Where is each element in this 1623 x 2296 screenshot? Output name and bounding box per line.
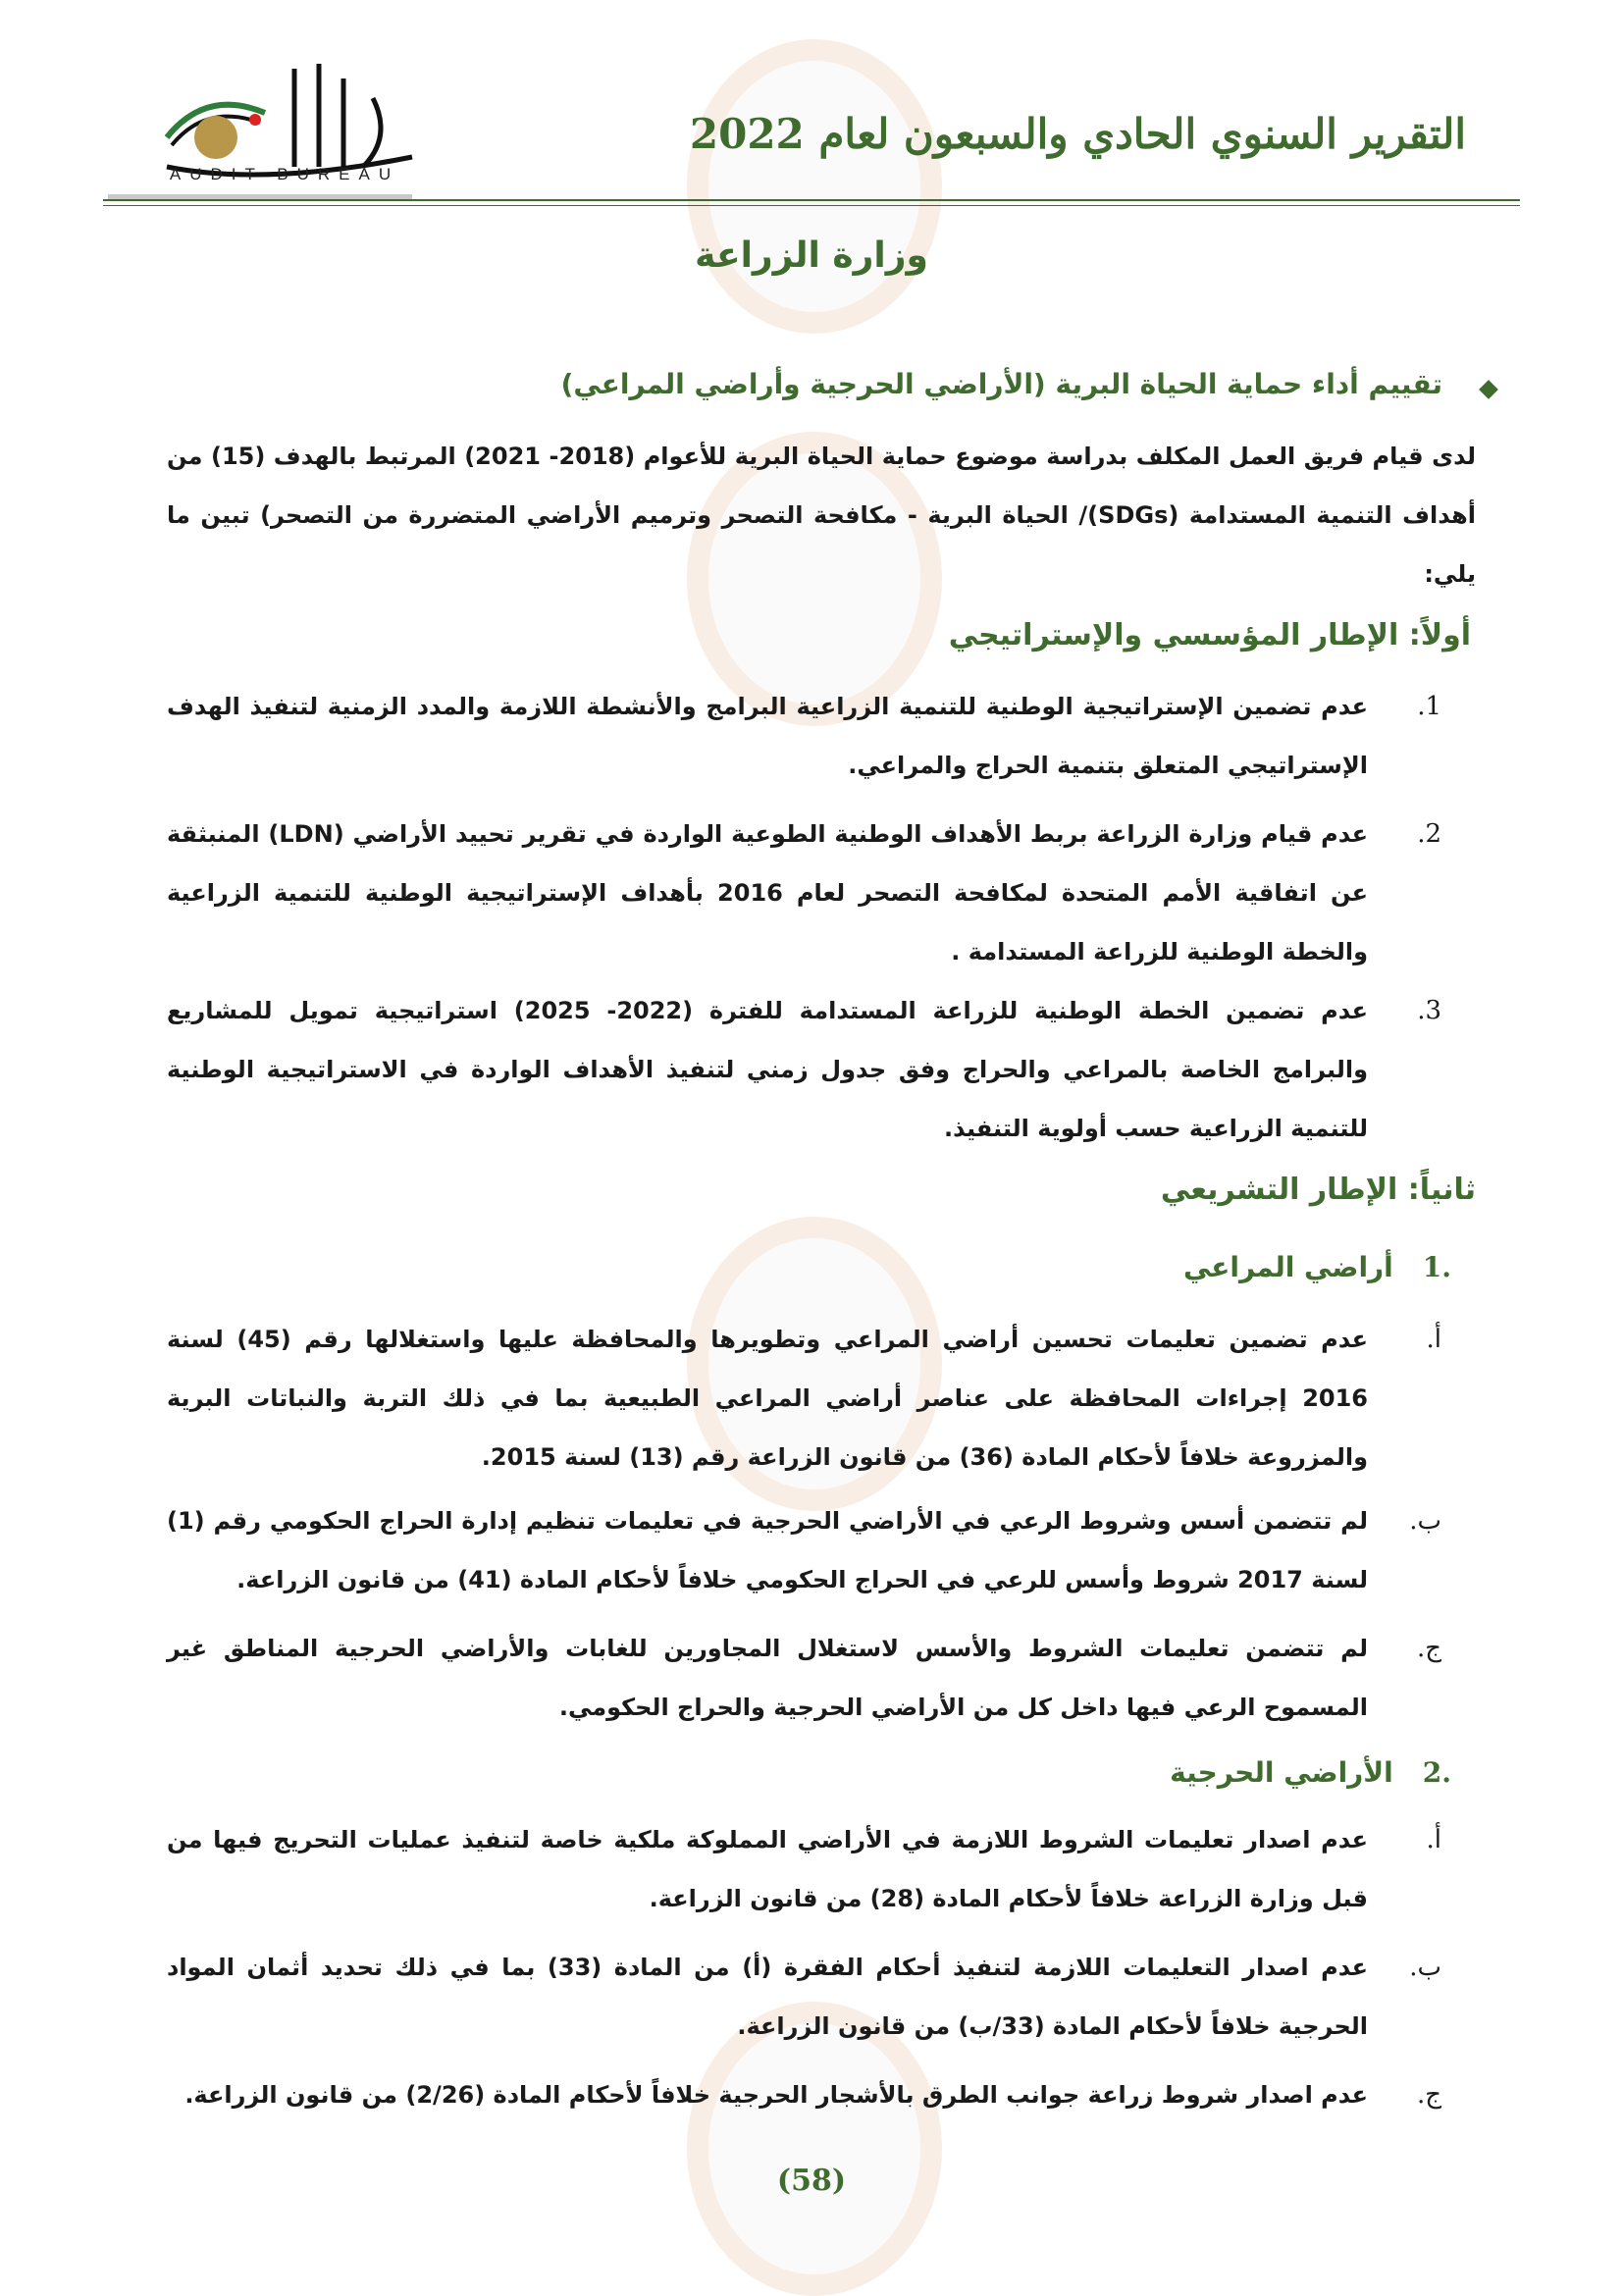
subsection-title: أراضي المراعي	[1182, 1251, 1393, 1283]
item-text: عدم اصدار تعليمات الشروط اللازمة في الأراضي المملوكة ملكية خاصة لتنفيذ عمليات التحريج فيها من قبل وزارة الزراعة خلافاً لأحكام المادة (28) من قانون الزراعة.	[167, 1826, 1368, 1912]
subsection-forests	[167, 1756, 1451, 1789]
item-number: 2.	[1417, 819, 1441, 849]
item-letter: ج.	[1416, 1634, 1441, 1663]
page-number: (58)	[776, 2164, 847, 2198]
subsection-number: .1	[1422, 1251, 1451, 1283]
list-item	[167, 1310, 1441, 1487]
header-divider	[103, 199, 1520, 206]
item-letter: ب.	[1409, 1506, 1441, 1536]
item-letter: أ.	[1426, 1325, 1441, 1354]
item-text: لم تتضمن تعليمات الشروط والأسس لاستغلال المجاورين للغابات والأراضي الحرجية المناطق غير المسموح الرعي فيها داخل كل من الأراضي الحرجية والحراج الحكومي.	[167, 1635, 1368, 1721]
item-letter: أ.	[1426, 1825, 1441, 1854]
item-text: عدم تضمين الخطة الوطنية للزراعة المستدامة للفترة (2022- 2025) استراتيجية تمويل للمشاريع والبرامج الخاصة بالمراعي والحراج وفق جدول زمني لتنفيذ الأهداف الواردة في الاستراتيجية الوطنية للتنمية الزراعية حسب أولوية التنفيذ.	[167, 997, 1368, 1142]
section-heading	[167, 368, 1495, 400]
report-title: التقرير السنوي الحادي والسبعون لعام 2022	[689, 110, 1466, 158]
item-text: لم تتضمن أسس وشروط الرعي في الأراضي الحرجية في تعليمات تنظيم إدارة الحراج الحكومي رقم (1) لسنة 2017 شروط وأسس للرعي في الحراج الحكومي خلافاً لأحكام المادة (41) من قانون الزراعة.	[167, 1507, 1368, 1593]
item-text: عدم اصدار التعليمات اللازمة لتنفيذ أحكام الفقرة (أ) من المادة (33) بما في ذلك تحديد أثمان المواد الحرجية خلافاً لأحكام المادة (33/ب) من قانون الزراعة.	[167, 1954, 1368, 2040]
ministry-title: وزارة الزراعة	[695, 235, 928, 276]
list-item	[167, 1938, 1441, 2056]
item-number: 1.	[1417, 692, 1441, 721]
item-letter: ب.	[1409, 1953, 1441, 1982]
subsection-number: .2	[1422, 1756, 1451, 1789]
first-heading: أولاً: الإطار المؤسسي والإستراتيجي	[948, 618, 1471, 652]
item-text: عدم تضمين الإستراتيجية الوطنية للتنمية الزراعية البرامج والأنشطة اللازمة والمدد الزمنية لتنفيذ الهدف الإستراتيجي المتعلق بتنمية الحراج والمراعي.	[167, 693, 1368, 779]
second-heading: ثانياً: الإطار التشريعي	[1160, 1173, 1476, 1207]
intro-text: لدى قيام فريق العمل المكلف بدراسة موضوع حماية الحياة البرية للأعوام (2018- 2021) المرتبط بالهدف (15) من أهداف التنمية المستدامة (SDGs)/ الحياة البرية - مكافحة التصحر وترميم الأراضي المتضررة من التصحر) تبين ما يلي:	[167, 443, 1477, 588]
intro-paragraph	[167, 427, 1476, 603]
subsection-pastures	[167, 1251, 1451, 1283]
watermark-clock	[687, 39, 942, 334]
item-text: عدم قيام وزارة الزراعة بربط الأهداف الوطنية الطوعية الواردة في تقرير تحييد الأراضي (LDN) المنبثقة عن اتفاقية الأمم المتحدة لمكافحة التصحر لعام 2016 بأهداف الإستراتيجية الوطنية للتنمية الزراعية والخطة الوطنية للزراعة المستدامة .	[167, 820, 1369, 965]
list-item	[167, 1491, 1441, 1609]
item-text: عدم اصدار شروط زراعة جوانب الطرق بالأشجار الحرجية خلافاً لأحكام المادة (2/26) من قانون الزراعة.	[184, 2081, 1368, 2109]
item-number: 3.	[1417, 996, 1441, 1025]
section-heading-text: تقييم أداء حماية الحياة البرية (الأراضي الحرجية وأراضي المراعي)	[560, 368, 1442, 400]
list-item	[167, 1619, 1441, 1737]
subsection-title: الأراضي الحرجية	[1170, 1756, 1393, 1789]
logo-english-text: AUDIT BUREAU	[169, 165, 400, 183]
list-item	[167, 981, 1441, 1158]
list-item	[167, 677, 1441, 795]
list-item	[167, 1810, 1441, 1928]
item-text: عدم تضمين تعليمات تحسين أراضي المراعي وتطويرها والمحافظة عليها واستغلالها رقم (45) لسنة 2016 إجراءات المحافظة على عناصر أراضي المراعي الطبيعية بما في ذلك التربة والنباتات البرية والمزروعة خلافاً لأحكام المادة (36) من قانون الزراعة رقم (13) لسنة 2015.	[167, 1326, 1369, 1471]
list-item	[167, 805, 1441, 981]
item-letter: ج.	[1416, 2080, 1441, 2110]
list-item	[167, 2065, 1441, 2124]
diamond-bullet-icon	[1479, 380, 1498, 399]
